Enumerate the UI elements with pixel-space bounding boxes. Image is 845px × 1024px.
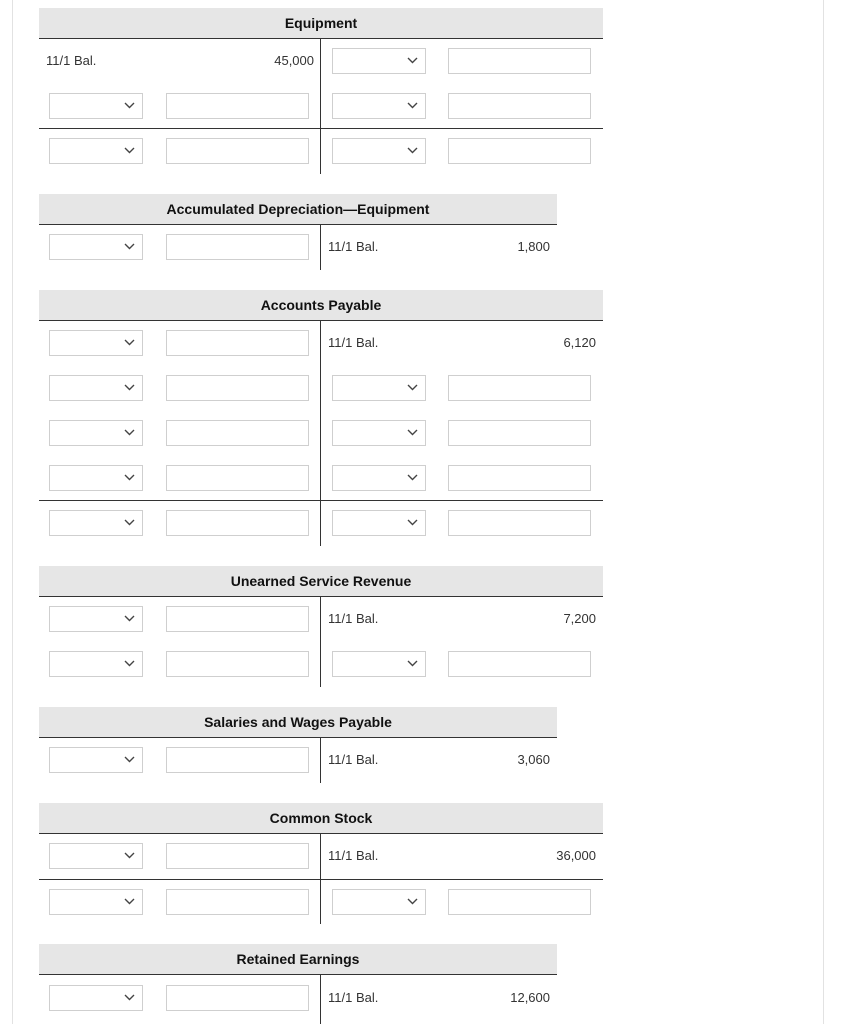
credit-date-label: 11/1 Bal. [328,848,379,863]
account-title: Salaries and Wages Payable [39,707,557,738]
ledger-row [39,606,603,634]
chevron-down-icon [407,427,418,438]
debit-amount: 45,000 [274,53,314,68]
credit-date-label: 11/1 Bal. [328,335,379,350]
debit-account-dropdown[interactable] [49,889,143,915]
debit-amount-input[interactable] [166,843,309,869]
credit-amount-input[interactable] [448,465,591,491]
debit-account-dropdown[interactable] [49,747,143,773]
credit-date-label: 11/1 Bal. [328,239,379,254]
account-title: Equipment [39,8,603,39]
total-rule [39,879,603,880]
chevron-down-icon [407,100,418,111]
ledger-row [39,375,603,403]
credit-amount-input[interactable] [448,420,591,446]
credit-amount-input[interactable] [448,93,591,119]
ledger-row [39,93,603,121]
debit-amount-input[interactable] [166,747,309,773]
t-account-common-stock [39,803,603,924]
credit-amount-input[interactable] [448,375,591,401]
debit-amount-input[interactable] [166,420,309,446]
credit-account-dropdown[interactable] [332,48,426,74]
chevron-down-icon [407,382,418,393]
credit-account-dropdown[interactable] [332,93,426,119]
chevron-down-icon [124,992,135,1003]
debit-amount-input[interactable] [166,330,309,356]
t-account-unearned-service-revenue [39,566,603,687]
debit-amount-input[interactable] [166,889,309,915]
total-rule [39,500,603,501]
chevron-down-icon [124,382,135,393]
content-border-right [823,0,824,1024]
chevron-down-icon [124,100,135,111]
debit-amount-input[interactable] [166,234,309,260]
account-title: Accumulated Depreciation—Equipment [39,194,557,225]
debit-account-dropdown[interactable] [49,606,143,632]
credit-account-dropdown[interactable] [332,651,426,677]
credit-amount: 7,200 [563,611,596,626]
ledger-row-total [39,889,603,917]
credit-amount: 1,800 [517,239,550,254]
credit-account-dropdown[interactable] [332,138,426,164]
debit-account-dropdown[interactable] [49,138,143,164]
credit-account-dropdown[interactable] [332,375,426,401]
chevron-down-icon [124,472,135,483]
t-account-equipment [39,8,603,174]
credit-amount-input[interactable] [448,48,591,74]
t-account-accounts-payable [39,290,603,546]
credit-amount-input[interactable] [448,138,591,164]
debit-amount-input[interactable] [166,93,309,119]
chevron-down-icon [124,850,135,861]
ledger-row [39,234,557,262]
ledger-row [39,651,603,679]
t-account-accumulated-depreciation [39,194,557,270]
account-title: Accounts Payable [39,290,603,321]
ledger-row-total [39,138,603,166]
credit-account-dropdown[interactable] [332,889,426,915]
debit-account-dropdown[interactable] [49,985,143,1011]
account-title: Common Stock [39,803,603,834]
debit-account-dropdown[interactable] [49,420,143,446]
ledger-row [39,48,603,76]
ledger-row [39,330,603,358]
credit-date-label: 11/1 Bal. [328,611,379,626]
content-border-left [12,0,13,1024]
debit-account-dropdown[interactable] [49,234,143,260]
debit-account-dropdown[interactable] [49,843,143,869]
chevron-down-icon [124,145,135,156]
debit-account-dropdown[interactable] [49,330,143,356]
debit-amount-input[interactable] [166,651,309,677]
total-rule [39,128,603,129]
credit-amount-input[interactable] [448,889,591,915]
chevron-down-icon [124,613,135,624]
account-title: Retained Earnings [39,944,557,975]
debit-amount-input[interactable] [166,510,309,536]
debit-amount-input[interactable] [166,375,309,401]
chevron-down-icon [407,896,418,907]
chevron-down-icon [407,517,418,528]
debit-date-label: 11/1 Bal. [46,53,97,68]
debit-amount-input[interactable] [166,985,309,1011]
debit-account-dropdown[interactable] [49,375,143,401]
chevron-down-icon [407,472,418,483]
credit-account-dropdown[interactable] [332,510,426,536]
ledger-row [39,747,557,775]
ledger-row-total [39,510,603,538]
chevron-down-icon [124,337,135,348]
credit-date-label: 11/1 Bal. [328,752,379,767]
credit-amount: 12,600 [510,990,550,1005]
credit-amount-input[interactable] [448,651,591,677]
chevron-down-icon [407,658,418,669]
ledger-row [39,843,603,871]
chevron-down-icon [407,55,418,66]
chevron-down-icon [124,427,135,438]
credit-amount: 36,000 [556,848,596,863]
debit-account-dropdown[interactable] [49,651,143,677]
ledger-row [39,465,603,493]
debit-account-dropdown[interactable] [49,465,143,491]
credit-account-dropdown[interactable] [332,420,426,446]
debit-amount-input[interactable] [166,465,309,491]
credit-date-label: 11/1 Bal. [328,990,379,1005]
chevron-down-icon [124,896,135,907]
debit-account-dropdown[interactable] [49,93,143,119]
chevron-down-icon [124,517,135,528]
credit-amount-input[interactable] [448,510,591,536]
credit-account-dropdown[interactable] [332,465,426,491]
ledger-row [39,420,603,448]
t-account-salaries-and-wages-payable [39,707,557,783]
ledger-row [39,985,557,1013]
credit-amount: 3,060 [517,752,550,767]
chevron-down-icon [124,241,135,252]
chevron-down-icon [124,754,135,765]
t-account-retained-earnings [39,944,557,1024]
debit-account-dropdown[interactable] [49,510,143,536]
debit-amount-input[interactable] [166,138,309,164]
chevron-down-icon [124,658,135,669]
chevron-down-icon [407,145,418,156]
debit-amount-input[interactable] [166,606,309,632]
credit-amount: 6,120 [563,335,596,350]
account-title: Unearned Service Revenue [39,566,603,597]
